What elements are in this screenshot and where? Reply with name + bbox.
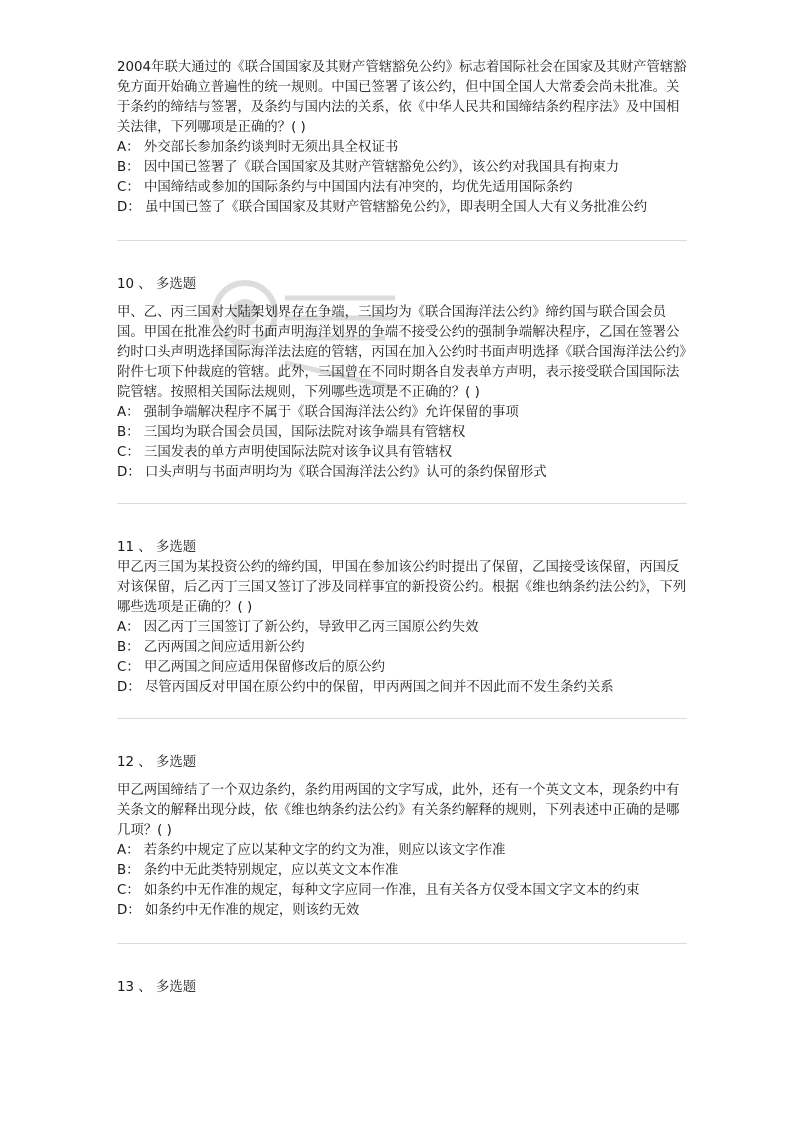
question-9 — [117, 58, 687, 218]
option-c: C： 甲乙两国之间应适用保留修改后的原公约 — [117, 660, 386, 675]
question-stem: 甲乙丙三国为某投资公约的缔约国，甲国在参加该公约时提出了保留，乙国接受该保留，丙国反对该保留，后乙丙丁三国又签订了涉及同样事宜的新投资公约。根据《维也纳条约法公约》，下列哪些选项是正确的？( ) — [117, 560, 687, 615]
question-12 — [117, 753, 687, 921]
option-b: B： 因中国已签署了《联合国国家及其财产管辖豁免公约》，该公约对我国具有拘束力 — [117, 160, 620, 175]
question-stem: 甲乙两国缔结了一个双边条约，条约用两国的文字写成，此外，还有一个英文文本，现条约中有关条文的解释出现分歧，依《维也纳条约法公约》有关条约解释的规则，下列表述中正确的是哪几项？( ) — [117, 783, 680, 838]
question-stem: 2004年联大通过的《联合国国家及其财产管辖豁免公约》标志着国际社会在国家及其财产管辖豁免方面开始确立普遍性的统一规则。中国已签署了该公约，但中国全国人大常委会尚未批准。关于条约的缔结与签署，及条约与国内法的关系，依《中华人民共和国缔结条约程序法》及中国相关法律，下列哪项是正确的？( ) — [117, 60, 687, 135]
question-13 — [117, 978, 687, 998]
question-stem: 甲、乙、丙三国对大陆架划界存在争端，三国均为《联合国海洋法公约》缔约国与联合国会员国。甲国在批准公约时书面声明海洋划界的争端不接受公约的强制争端解决程序，乙国在签署公约时口头声明选择国际海洋法法庭的管辖，丙国在加入公约时书面声明选择《联合国海洋法公约》附件七项下仲裁庭的管辖。此外，三国曾在不同时期各自发表单方声明，表示接受联合国国际法院管辖。按照相关国际法规则，下列哪些选项是不正确的？( ) — [117, 305, 687, 400]
option-d: D： 如条约中无作准的规定，则该约无效 — [117, 903, 360, 918]
question-heading: 12 、 多选题 — [117, 755, 197, 770]
option-a: A： 外交部长参加条约谈判时无须出具全权证书 — [117, 140, 399, 155]
question-heading: 13 、 多选题 — [117, 980, 197, 995]
option-c: C： 三国发表的单方声明使国际法院对该争议具有管辖权 — [117, 445, 452, 460]
question-heading: 10 、 多选题 — [117, 277, 197, 292]
document-page — [117, 58, 687, 998]
option-d: D： 口头声明与书面声明均为《联合国海洋法公约》认可的条约保留形式 — [117, 465, 547, 480]
option-c: C： 中国缔结或参加的国际条约与中国国内法有冲突的，均优先适用国际条约 — [117, 180, 573, 195]
option-a: A： 强制争端解决程序不属于《联合国海洋法公约》允许保留的事项 — [117, 405, 519, 420]
option-b: B： 三国均为联合国会员国，国际法院对该争端具有管辖权 — [117, 425, 466, 440]
option-c: C： 如条约中无作准的规定，每种文字应同一作准，且有关各方仅受本国文字文本的约束 — [117, 883, 640, 898]
question-heading: 11 、 多选题 — [117, 540, 197, 555]
option-b: B： 乙丙两国之间应适用新公约 — [117, 640, 305, 655]
option-d: D： 尽管丙国反对甲国在原公约中的保留，甲丙两国之间并不因此而不发生条约关系 — [117, 680, 614, 695]
option-b: B： 条约中无此类特别规定，应以英文文本作准 — [117, 863, 399, 878]
question-10 — [117, 275, 687, 483]
option-d: D： 虽中国已签了《联合国国家及其财产管辖豁免公约》，即表明全国人大有义务批准公约 — [117, 200, 648, 215]
option-a: A： 若条约中规定了应以某种文字的约文为准，则应以该文字作准 — [117, 843, 506, 858]
option-a: A： 因乙丙丁三国签订了新公约，导致甲乙丙三国原公约失效 — [117, 620, 479, 635]
question-11 — [117, 538, 687, 698]
